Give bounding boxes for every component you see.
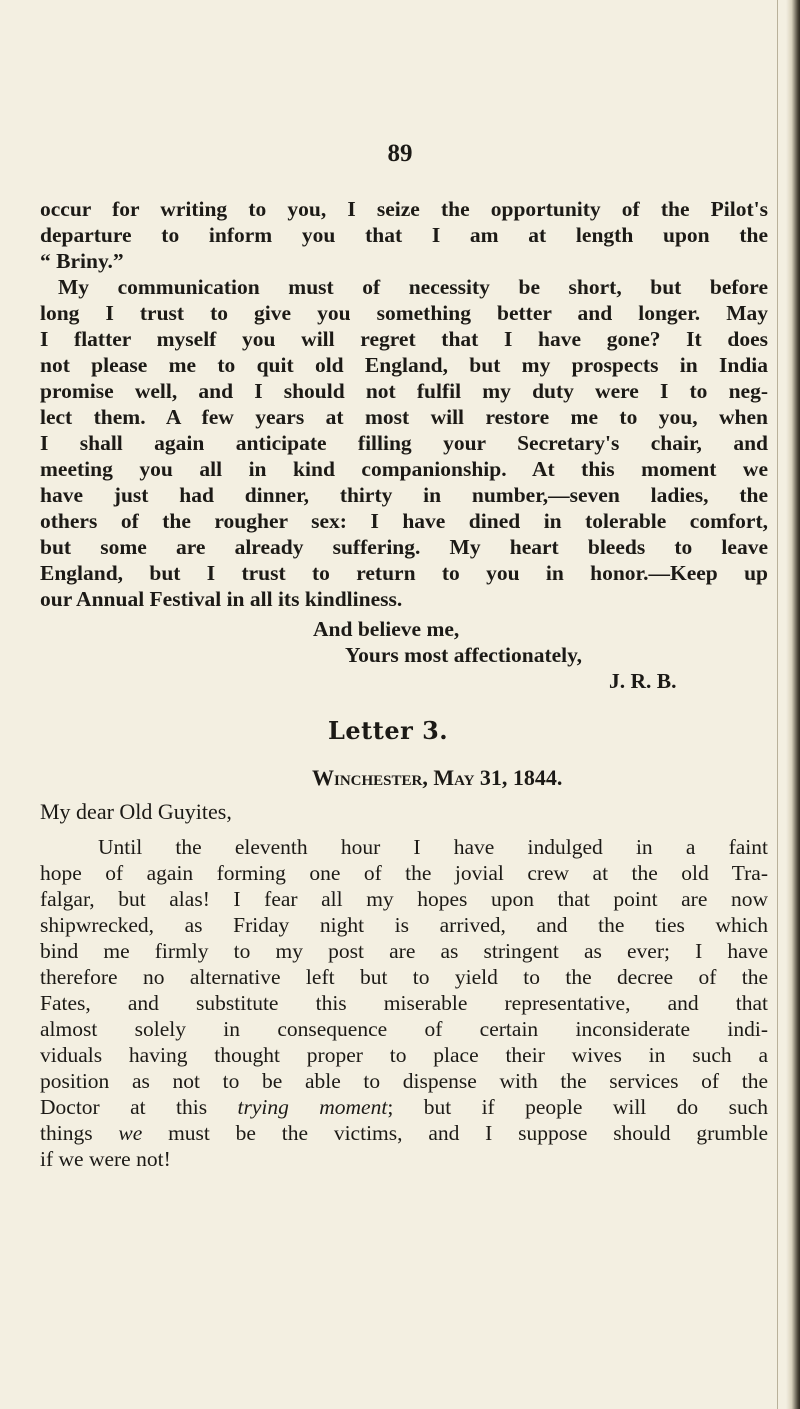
text-line: occur for writing to you, I seize the opportunity of the Pilot's	[40, 197, 768, 221]
text-line: almost solely in consequence of certain inconsiderate indi-	[40, 1017, 768, 1041]
text-line: others of the rougher sex: I have dined in tolerable comfort,	[40, 509, 768, 533]
letter-body	[40, 834, 768, 1172]
italic-word: we	[118, 1121, 143, 1145]
signature: J. R. B.	[609, 669, 677, 693]
text-line: meeting you all in kind companionship. At this moment we	[40, 457, 768, 481]
text-line-italic	[40, 1120, 768, 1146]
text-line: I shall again anticipate filling your Secretary's chair, and	[40, 431, 768, 455]
text-line: position as not to be able to dispense with the services of the	[40, 1069, 768, 1093]
page-edge-shadow	[777, 0, 778, 1409]
closing-line: And believe me,	[313, 617, 460, 641]
page-edge	[786, 0, 800, 1409]
text-line: our Annual Festival in all its kindliness.	[40, 587, 403, 611]
text-line: “ Briny.”	[40, 249, 124, 273]
text-line: I flatter myself you will regret that I have gone? It does	[40, 327, 768, 351]
text-line: Until the eleventh hour I have indulged in a faint	[98, 835, 768, 859]
text-line: departure to inform you that I am at length upon the	[40, 223, 768, 247]
text-run: must be the victims, and I suppose should grumble	[142, 1121, 768, 1145]
text-line: bind me firmly to my post are as stringent as ever; I have	[40, 939, 768, 963]
italic-phrase: trying moment	[237, 1095, 388, 1119]
text-line: shipwrecked, as Friday night is arrived, and the ties which	[40, 913, 768, 937]
letter-place-date: Winchester, May 31, 1844.	[312, 765, 563, 790]
text-line: My communication must of necessity be short, but before	[58, 275, 768, 299]
letter-closing	[40, 616, 768, 694]
text-line: falgar, but alas! I fear all my hopes upon that point are now	[40, 887, 768, 911]
letter-salutation: My dear Old Guyites,	[40, 799, 232, 824]
text-run: things	[40, 1121, 119, 1145]
closing-line: Yours most affectionately,	[345, 643, 583, 667]
text-run: ; but if people will do such	[387, 1095, 768, 1119]
page-number: 89	[387, 140, 413, 167]
letter-heading: Letter 3.	[328, 716, 449, 745]
text-line: if we were not!	[40, 1147, 171, 1171]
text-run: Doctor at this	[40, 1095, 238, 1119]
text-line: long I trust to give you something better and longer. May	[40, 301, 768, 325]
text-line: have just had dinner, thirty in number,—seven ladies, the	[40, 483, 768, 507]
text-line: not please me to quit old England, but my prospects in India	[40, 353, 768, 377]
text-line: England, but I trust to return to you in honor.—Keep up	[40, 561, 768, 585]
text-line: lect them. A few years at most will restore me to you, when	[40, 405, 768, 429]
text-column	[40, 196, 768, 1172]
text-line: viduals having thought proper to place their wives in such a	[40, 1043, 768, 1067]
paragraph-continued	[40, 196, 768, 274]
text-line: but some are already suffering. My heart bleeds to leave	[40, 535, 768, 559]
paragraph-communication	[40, 274, 768, 612]
text-line: Fates, and substitute this miserable representative, and that	[40, 991, 768, 1015]
text-line: promise well, and I should not fulfil my duty were I to neg-	[40, 379, 768, 403]
text-line: therefore no alternative left but to yield to the decree of the	[40, 965, 768, 989]
text-line: hope of again forming one of the jovial crew at the old Tra-	[40, 861, 768, 885]
text-line-italic	[40, 1094, 768, 1120]
